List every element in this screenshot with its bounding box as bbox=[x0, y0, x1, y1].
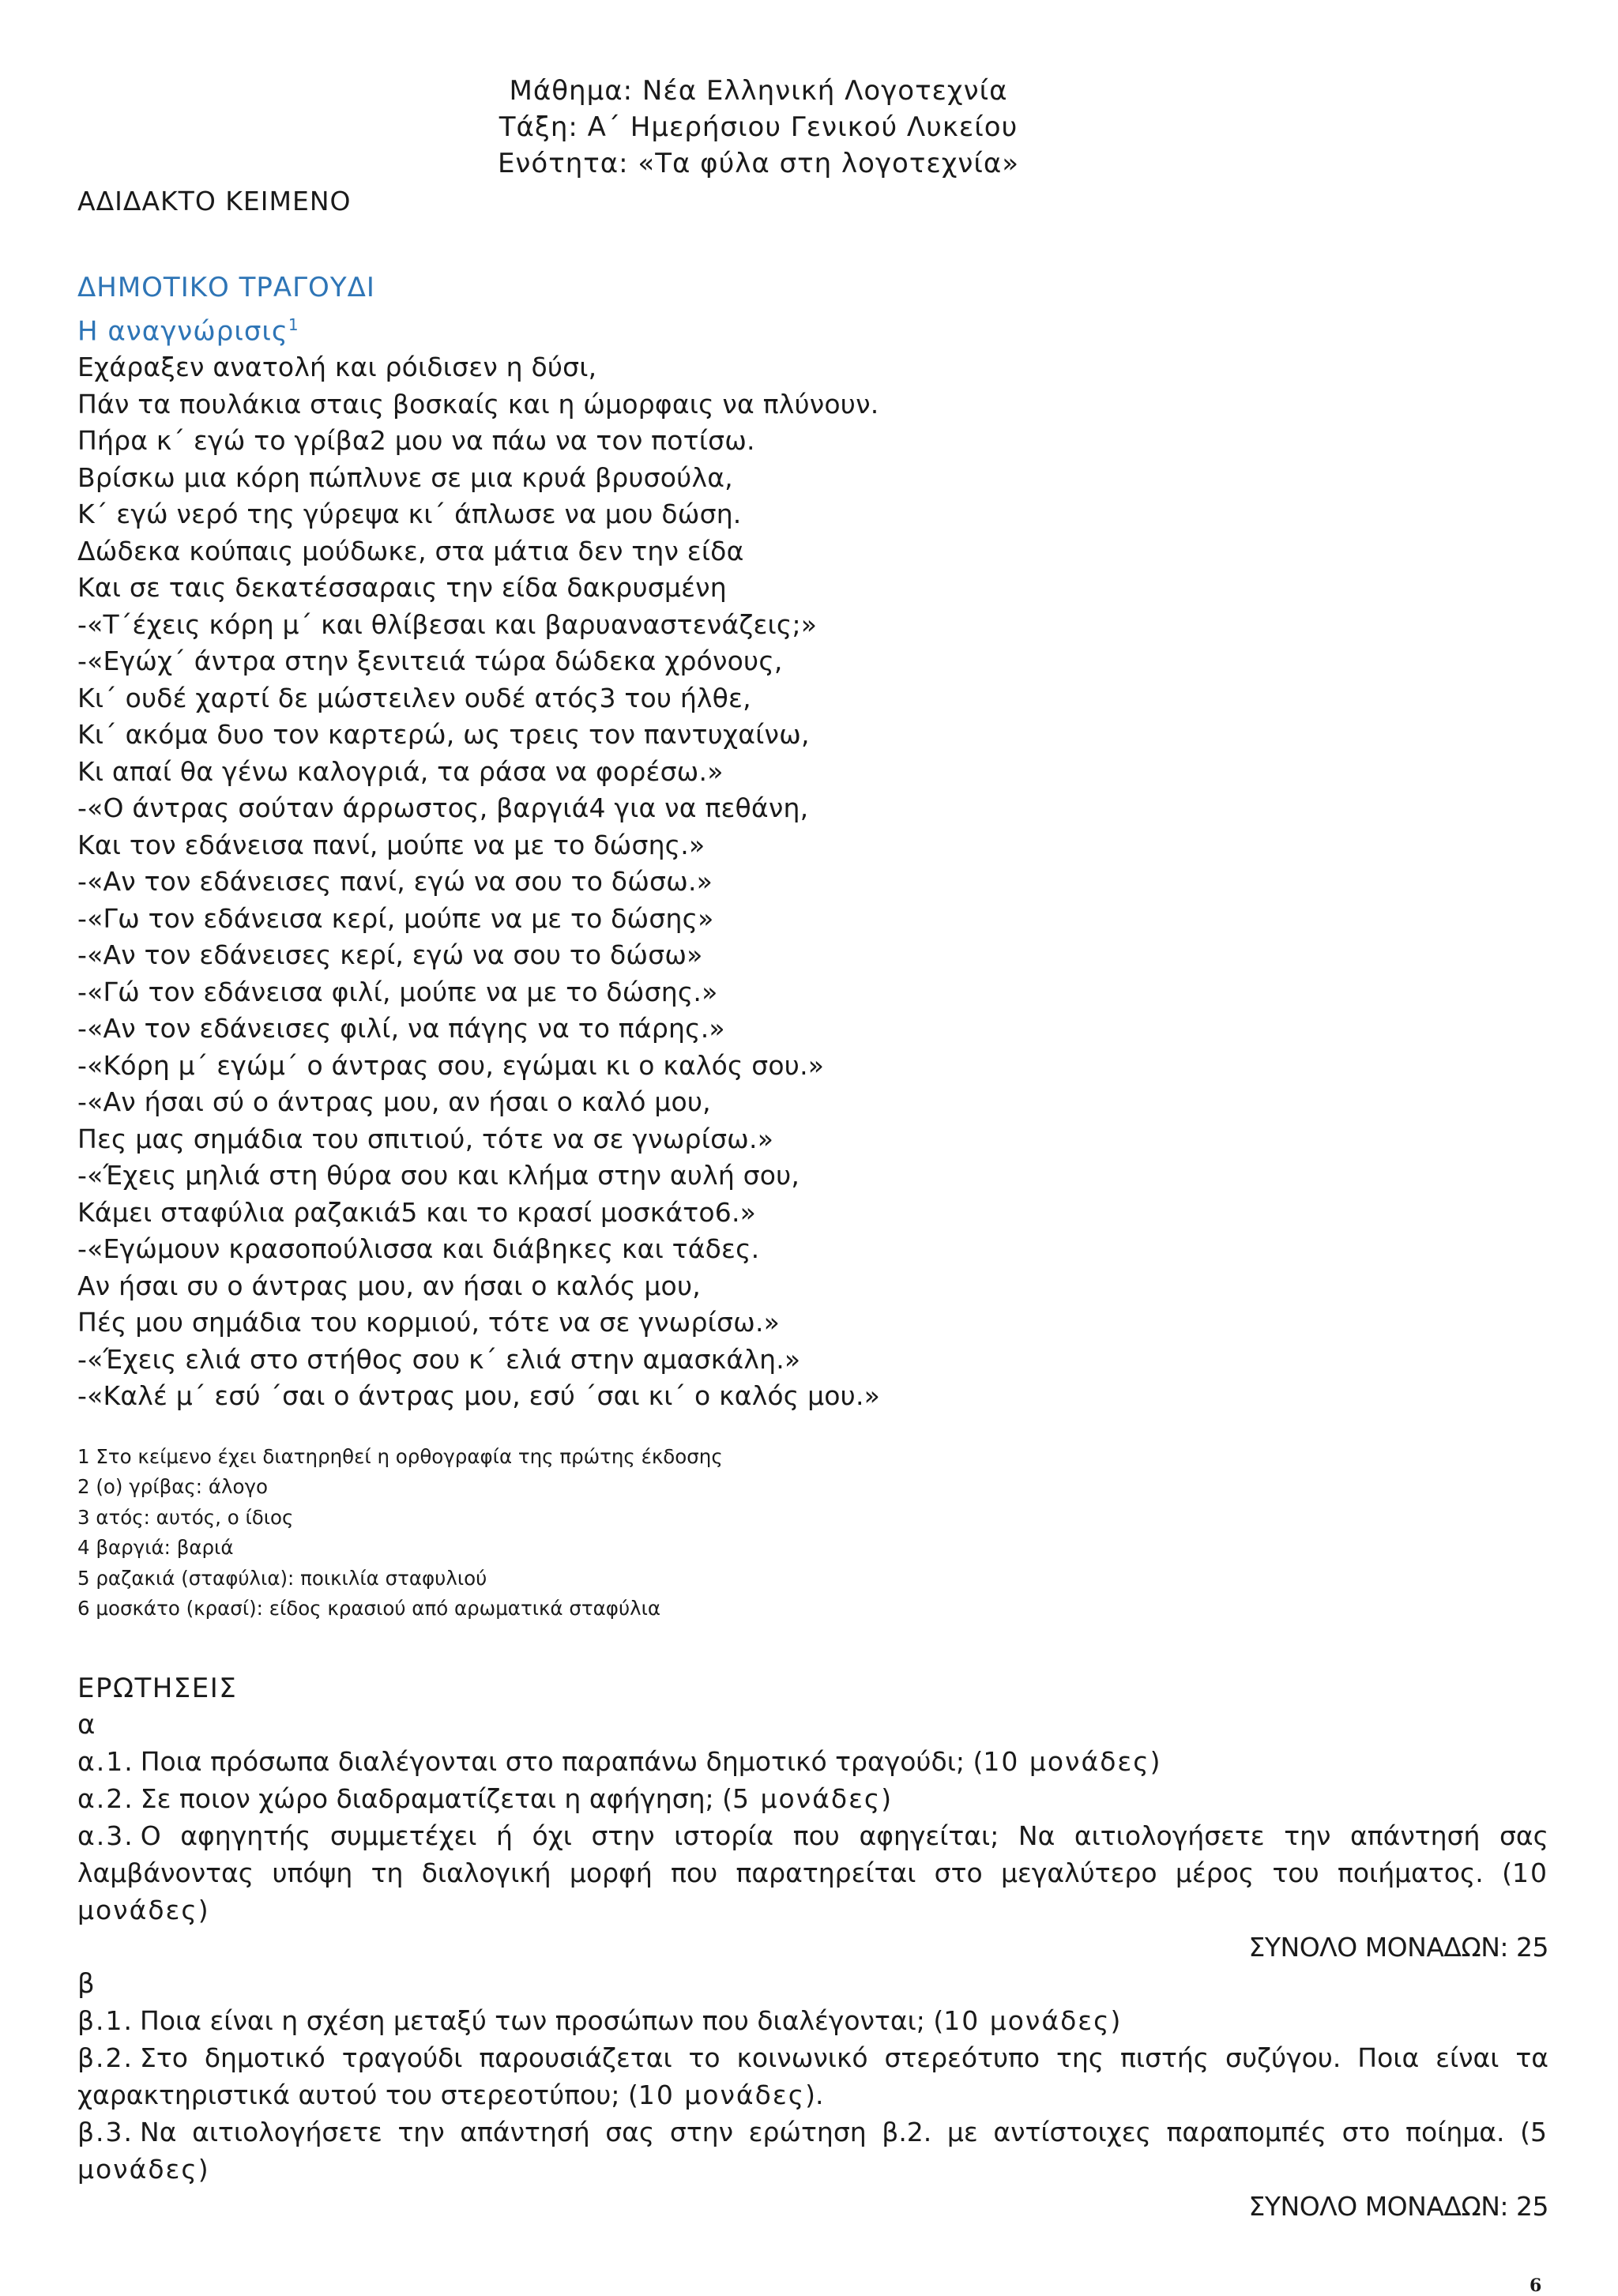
question bbox=[77, 2002, 1548, 2039]
questions-title: ΕΡΩΤΗΣΕΙΣ bbox=[77, 1672, 238, 1704]
poem-verse: Και τον εδάνεισα πανί, μούπε να με το δώσης.» bbox=[77, 829, 706, 860]
footnote: 5 ραζακιά (σταφύλια): ποικιλία σταφυλιού bbox=[77, 1566, 487, 1590]
question-number: α.1. bbox=[77, 1745, 134, 1777]
poem-verse: Πές μου σημάδια του κορμιού, τότε να σε γνωρίσω.» bbox=[77, 1307, 781, 1338]
question-number: β.3. bbox=[77, 2116, 134, 2147]
question-points: 5 μονάδες bbox=[732, 1782, 882, 1814]
footnote: 3 ατός: αυτός, ο ίδιος bbox=[77, 1505, 294, 1529]
footnote: 1 Στο κείμενο έχει διατηρηθεί η ορθογραφία της πρώτης έκδοσης bbox=[77, 1444, 723, 1468]
question-text: Σε ποιον χώρο διαδραματίζεται η αφήγηση; ( bbox=[140, 1782, 733, 1814]
poem-verse: Κάμει σταφύλια ραζακιά5 και το κρασί μοσκάτο6.» bbox=[77, 1196, 757, 1228]
poem-verse: -«Αν τον εδάνεισες πανί, εγώ να σου το δώσω.» bbox=[77, 866, 713, 898]
question-number: β.1. bbox=[77, 2004, 134, 2036]
poem-title-text: Η αναγνώρισις bbox=[77, 315, 288, 348]
question bbox=[77, 1780, 1548, 1817]
poem-verse: Πήρα κ΄ εγώ το γρίβα2 μου να πάω να τον ποτίσω. bbox=[77, 425, 755, 457]
poem-verse: -«Έχεις ελιά στο στήθος σου κ΄ ελιά στην αμασκάλη.» bbox=[77, 1343, 801, 1375]
poem-body bbox=[77, 349, 1548, 1415]
question-points: 5 μονάδες bbox=[77, 2116, 1548, 2185]
question-points: 10 μονάδες bbox=[638, 2079, 806, 2110]
poem-verse: Κι΄ ακόμα δυο τον καρτερώ, ως τρεις τον παντυχαίνω, bbox=[77, 719, 810, 751]
poem-verse: Κι απαί θα γένω καλογριά, τα ράσα να φορέσω.» bbox=[77, 755, 724, 787]
document-content bbox=[77, 183, 1548, 2225]
question-tail: ) bbox=[881, 1782, 892, 1814]
song-title: ΔΗΜΟΤΙΚΟ ΤΡΑΓΟΥΔΙ bbox=[77, 272, 375, 303]
poem-verse: Πάν τα πουλάκια σταις βοσκαίς και η ώμορφαις να πλύνουν. bbox=[77, 388, 879, 420]
poem-verse: -«Αν ήσαι σύ ο άντρας μου, αν ήσαι ο καλό μου, bbox=[77, 1086, 711, 1118]
poem-verse: -«Εγώμουν κρασοπούλισσα και διάβηκες και τάδες. bbox=[77, 1233, 760, 1265]
poem-verse: Εχάραξεν ανατολή και ρόιδισεν η δύσι, bbox=[77, 352, 597, 383]
unseen-text-label: ΑΔΙΔΑΚΤΟ ΚΕΙΜΕΝΟ bbox=[77, 186, 352, 216]
poem-verse: -«Κόρη μ΄ εγώμ΄ ο άντρας σου, εγώμαι κι ο καλός σου.» bbox=[77, 1049, 825, 1081]
question-text: Να αιτιολογήσετε την απάντησή σας στην ερώτηση β.2. με αντίστοιχες παραπομπές στο ποίημα. ( bbox=[140, 2116, 1530, 2147]
question-points: 10 μονάδες bbox=[943, 2004, 1111, 2036]
question-text: Ποια πρόσωπα διαλέγονται στο παραπάνω δημοτικό τραγούδι; ( bbox=[140, 1745, 984, 1777]
question bbox=[77, 1743, 1548, 1780]
question bbox=[77, 1817, 1548, 1929]
question-number: α.2. bbox=[77, 1782, 134, 1814]
question-text: Ο αφηγητής συμμετέχει ή όχι στην ιστορία που αφηγείται; Να αιτιολογήσετε την απάντησή σας λαμβάνοντας υπόψη τη διαλογική μορφή που παρατηρείται στο μεγαλύτερο μέρος του ποιήματος. ( bbox=[77, 1820, 1548, 1888]
poem-verse: Δώδεκα κούπαις μούδωκε, στα μάτια δεν την είδα bbox=[77, 535, 744, 566]
poem-verse: -«Καλέ μ΄ εσύ ΄σαι ο άντρας μου, εσύ ΄σαι κι΄ ο καλός μου.» bbox=[77, 1380, 881, 1412]
section-total: ΣΥΝΟΛΟ ΜΟΝΑΔΩΝ: 25 bbox=[1248, 2190, 1548, 2222]
question-points: 10 μονάδες bbox=[983, 1745, 1150, 1777]
question-number: α.3. bbox=[77, 1820, 134, 1851]
footnote: 2 (ο) γρίβας: άλογο bbox=[77, 1475, 268, 1499]
poem-verse: -«Αν τον εδάνεισες φιλί, να πάγης να το πάρης.» bbox=[77, 1013, 725, 1044]
header-subject: Μάθημα: Νέα Ελληνική Λογοτεχνία bbox=[509, 75, 1008, 107]
poem-verse: -«Έχεις μηλιά στη θύρα σου και κλήμα στην αυλή σου, bbox=[77, 1160, 800, 1191]
poem-verse: Βρίσκω μια κόρη πώπλυνε σε μια κρυά βρυσούλα, bbox=[77, 461, 733, 493]
question-sections bbox=[77, 1707, 1548, 2225]
section-label: α bbox=[77, 1708, 96, 1741]
question-tail: ) bbox=[1110, 2004, 1121, 2036]
footnote: 6 μοσκάτο (κρασί): είδος κρασιού από αρωματικά σταφύλια bbox=[77, 1597, 661, 1620]
poem-verse: -«Γώ τον εδάνεισα φιλί, μούπε να με το δώσης.» bbox=[77, 976, 718, 1007]
question-tail: ) bbox=[1150, 1745, 1161, 1777]
poem-verse: Και σε ταις δεκατέσσαραις την είδα δακρυσμένη bbox=[77, 572, 727, 604]
header-unit: Ενότητα: «Τα φύλα στη λογοτεχνία» bbox=[497, 148, 1020, 179]
question-text: Στο δημοτικό τραγούδι παρουσιάζεται το κοινωνικό στερεότυπο της πιστής συζύγου. Ποια είναι τα χαρακτηριστικά αυτού του στερεοτύπου; ( bbox=[77, 2042, 1548, 2110]
header-class: Τάξη: Α΄ Ημερήσιου Γενικού Λυκείου bbox=[499, 111, 1018, 143]
poem-verse: Πες μας σημάδια του σπιτιού, τότε να σε γνωρίσω.» bbox=[77, 1123, 774, 1154]
poem-verse: Κι΄ ουδέ χαρτί δε μώστειλεν ουδέ ατός3 του ήλθε, bbox=[77, 682, 751, 713]
poem-verse: -«Εγώχ΄ άντρα στην ξενιτειά τώρα δώδεκα χρόνους, bbox=[77, 646, 783, 677]
footnotes bbox=[77, 1442, 1548, 1624]
poem-title-footnote-ref: 1 bbox=[288, 315, 299, 334]
question-points: 10 μονάδες bbox=[77, 1857, 1548, 1925]
question-number: β.2. bbox=[77, 2042, 134, 2073]
section-label: β bbox=[77, 1967, 95, 2000]
question bbox=[77, 2039, 1548, 2113]
poem-verse: -«Γω τον εδάνεισα κερί, μούπε να με το δώσης» bbox=[77, 902, 714, 934]
poem-verse: -«Αν τον εδάνεισες κερί, εγώ να σου το δώσω» bbox=[77, 939, 703, 971]
poem-verse: -«Ο άντρας σούταν άρρωστος, βαργιά4 για να πεθάνη, bbox=[77, 792, 809, 824]
question-tail: ). bbox=[805, 2079, 824, 2110]
poem-verse: Αν ήσαι συ ο άντρας μου, αν ήσαι ο καλός μου, bbox=[77, 1270, 701, 1301]
poem-title bbox=[77, 307, 1548, 349]
footnote: 4 βαργιά: βαριά bbox=[77, 1536, 234, 1560]
question-tail: ) bbox=[198, 1894, 209, 1925]
poem-verse: Κ΄ εγώ νερό της γύρεψα κι΄ άπλωσε να μου δώση. bbox=[77, 499, 742, 530]
section-total: ΣΥΝΟΛΟ ΜΟΝΑΔΩΝ: 25 bbox=[1248, 1931, 1548, 1963]
question-tail: ) bbox=[198, 2153, 209, 2185]
question bbox=[77, 2113, 1548, 2188]
question-text: Ποια είναι η σχέση μεταξύ των προσώπων που διαλέγονται; ( bbox=[140, 2004, 944, 2036]
page-number: 6 bbox=[1530, 2275, 1542, 2296]
poem-verse: -«Τ΄έχεις κόρη μ΄ και θλίβεσαι και βαρυαναστενάζεις;» bbox=[77, 608, 818, 640]
document-header bbox=[442, 73, 1074, 182]
